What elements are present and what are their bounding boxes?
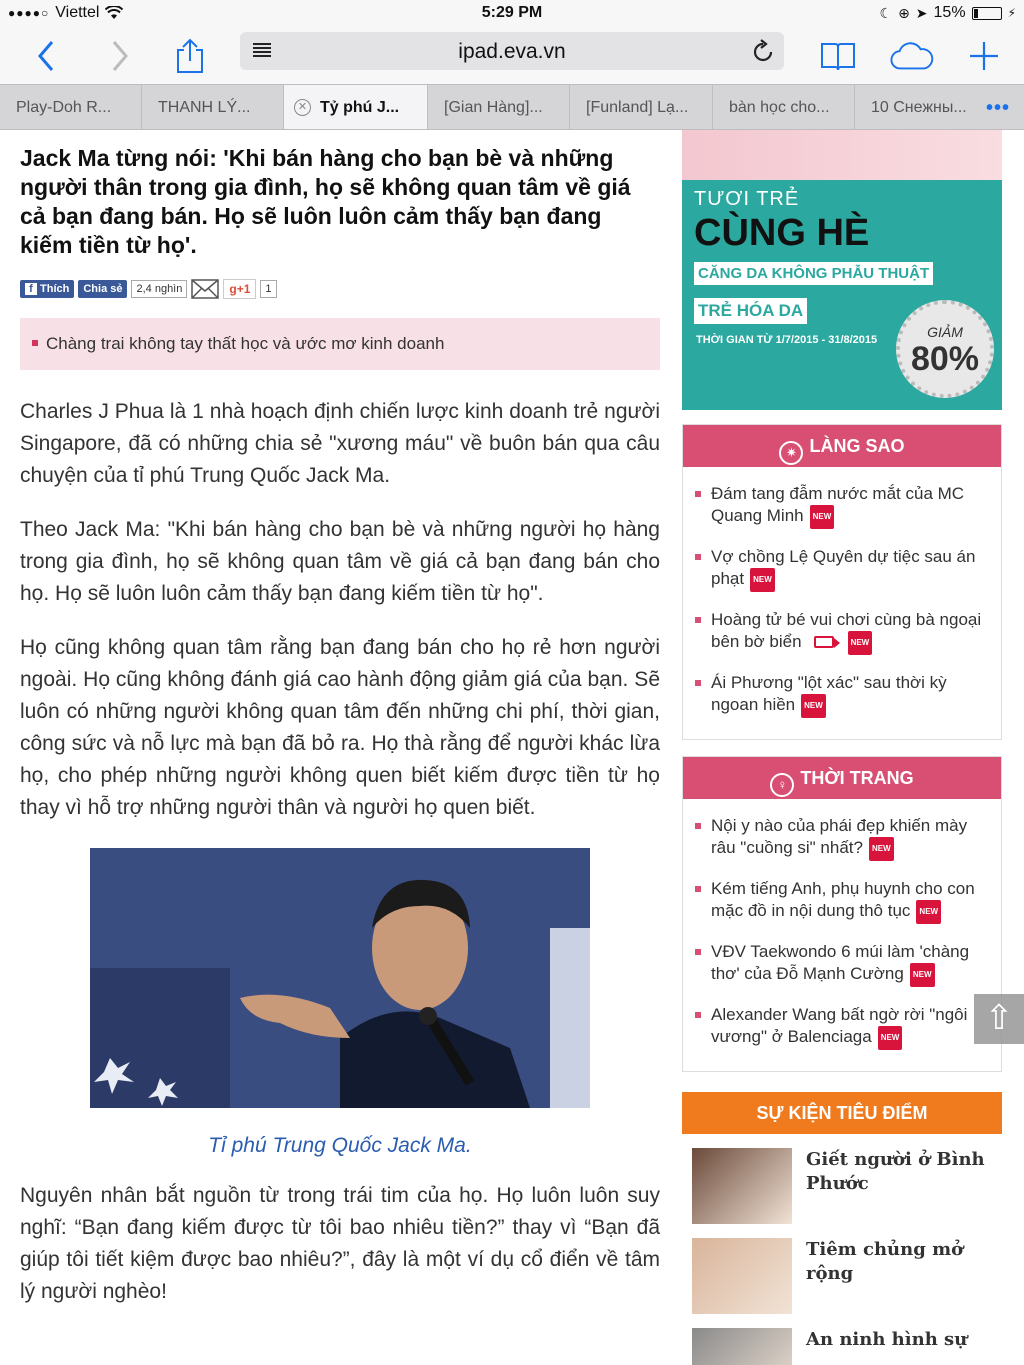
tab-bar bbox=[0, 84, 1024, 130]
email-icon[interactable] bbox=[191, 279, 219, 299]
banner-line4: TRẺ HÓA DA bbox=[694, 298, 807, 324]
tab-6[interactable] bbox=[713, 85, 855, 129]
signal-icon: ●●●●○ bbox=[8, 6, 50, 20]
news-link[interactable]: Vợ chồng Lệ Quyên dự tiệc sau án phạt bbox=[711, 547, 976, 588]
event-link[interactable]: Giết người ở Bình Phước bbox=[806, 1149, 985, 1194]
battery-percent: 15% bbox=[933, 4, 966, 21]
new-badge: NEW bbox=[916, 900, 941, 924]
article-paragraph: Nguyên nhân bắt nguồn từ trong trái tim của họ. Họ luôn luôn suy nghĩ: “Bạn đang kiếm được từ tôi bao nhiêu tiền?” thay vì “Bạn đã giúp tôi tiết kiệm được bao nhiêu?”, đây là một ví dụ cổ điển về tâm lý người nghèo! bbox=[20, 1184, 660, 1303]
rotation-lock-icon: ⊕ bbox=[898, 4, 910, 21]
back-button[interactable] bbox=[24, 34, 68, 78]
jack-ma-photo bbox=[90, 848, 590, 1108]
new-badge: NEW bbox=[810, 505, 835, 529]
cloud-tabs-button[interactable] bbox=[890, 34, 934, 78]
article-paragraph: Họ cũng không quan tâm rằng bạn đang bán cho họ rẻ hơn người ngoài. Họ cũng không đánh giá cao hành động giảm giá của bạn. Sẽ luôn có những người không quan tâm đến những chi phí, thời gian, công sức và nỗ lực mà bạn đã bỏ ra. Họ thà rằng để người khác lừa họ, cho phép những người không quen biết kiếm được tiền từ họ thay vì hỗ trợ những người thân và người họ quen biết. bbox=[20, 636, 660, 819]
event-item[interactable] bbox=[682, 1134, 1002, 1224]
related-link[interactable] bbox=[20, 318, 660, 370]
tab-label: bàn học cho... bbox=[729, 99, 830, 116]
article-headline: Jack Ma từng nói: 'Khi bán hàng cho bạn bè và những người thân trong gia đình, họ sẽ không quan tâm về giá cả bạn đang bán. Họ sẽ luôn luôn cảm thấy bạn đang kiếm tiền từ họ'. bbox=[20, 145, 631, 258]
forward-button[interactable] bbox=[98, 34, 142, 78]
article bbox=[20, 144, 660, 1308]
banner-line3: CĂNG DA KHÔNG PHẪU THUẬT bbox=[694, 262, 933, 285]
news-link[interactable]: Ái Phương "lột xác" sau thời kỳ ngoan hiền bbox=[711, 673, 947, 714]
plus-icon bbox=[969, 41, 999, 71]
facebook-share-button[interactable] bbox=[78, 280, 127, 298]
charging-icon: ⚡ bbox=[1007, 6, 1016, 20]
share-label: Chia sẻ bbox=[83, 283, 123, 295]
cloud-icon bbox=[890, 41, 934, 71]
address-bar[interactable] bbox=[240, 32, 784, 70]
carrier: Viettel bbox=[55, 4, 100, 21]
reload-icon[interactable] bbox=[752, 39, 774, 63]
tab-label: [Funland] Lạ... bbox=[586, 99, 689, 116]
bookmarks-button[interactable] bbox=[816, 34, 860, 78]
moon-icon: ☾ bbox=[879, 4, 893, 21]
video-icon bbox=[814, 636, 834, 648]
share-icon bbox=[175, 38, 205, 74]
status-bar bbox=[0, 0, 1024, 28]
thoi-trang-box bbox=[682, 756, 1002, 1072]
share-count: 2,4 nghìn bbox=[131, 280, 187, 298]
chevron-left-icon bbox=[36, 40, 56, 72]
tab-1[interactable] bbox=[0, 85, 142, 129]
star-icon: ✷ bbox=[779, 441, 803, 465]
event-thumbnail[interactable] bbox=[692, 1328, 792, 1365]
ad-banner[interactable] bbox=[682, 130, 1002, 410]
list-item[interactable] bbox=[695, 941, 991, 987]
article-paragraph: Theo Jack Ma: "Khi bán hàng cho bạn bè và những người họ hàng trong gia đình, họ sẽ không quan tâm về giá cả bạn đang bán cho họ. Họ sẽ luôn luôn cảm thấy bạn đang kiếm tiền từ họ". bbox=[20, 518, 660, 605]
related-link-text[interactable]: Chàng trai không tay thất học và ước mơ kinh doanh bbox=[46, 334, 445, 353]
new-badge: NEW bbox=[869, 837, 894, 861]
event-item[interactable] bbox=[682, 1224, 1002, 1314]
browser-toolbar bbox=[0, 28, 1024, 84]
news-link[interactable]: Kém tiếng Anh, phụ huynh cho con mặc đồ in nội dung thô tục bbox=[711, 879, 975, 920]
thoi-trang-title: THỜI TRANG bbox=[800, 768, 914, 788]
new-badge: NEW bbox=[878, 1026, 903, 1050]
list-item[interactable] bbox=[695, 878, 991, 924]
gplus-count: 1 bbox=[260, 280, 276, 298]
like-label: Thích bbox=[40, 283, 70, 295]
tab-label: [Gian Hàng]... bbox=[444, 99, 543, 116]
new-badge: NEW bbox=[750, 568, 775, 592]
news-link[interactable]: Alexander Wang bất ngờ rời "ngôi vương" ở Balenciaga bbox=[711, 1005, 968, 1046]
banner-dates: THỜI GIAN TỪ 1/7/2015 - 31/8/2015 bbox=[696, 334, 878, 346]
event-thumbnail[interactable] bbox=[692, 1148, 792, 1224]
event-link[interactable]: An ninh hình sự bbox=[806, 1329, 968, 1350]
share-button[interactable] bbox=[168, 34, 212, 78]
list-item[interactable] bbox=[695, 815, 991, 861]
share-bar bbox=[20, 278, 660, 300]
lang-sao-title: LÀNG SAO bbox=[809, 436, 905, 456]
arrow-up-icon[interactable]: ⇧ bbox=[974, 994, 1024, 1044]
new-badge: NEW bbox=[910, 963, 935, 987]
tab-3-active[interactable] bbox=[284, 85, 428, 129]
news-link[interactable]: Hoàng tử bé vui chơi cùng bà ngoại bên bờ biển bbox=[711, 610, 982, 651]
news-link[interactable]: Đám tang đẫm nước mắt của MC Quang Minh bbox=[711, 484, 965, 525]
book-icon bbox=[820, 41, 856, 71]
lang-sao-box bbox=[682, 424, 1002, 740]
wifi-icon bbox=[105, 6, 123, 20]
list-item[interactable] bbox=[695, 609, 991, 655]
discount-value: 80% bbox=[910, 340, 980, 378]
tab-2[interactable] bbox=[142, 85, 284, 129]
event-item[interactable] bbox=[682, 1314, 1002, 1365]
facebook-icon: f bbox=[25, 283, 37, 295]
new-badge: NEW bbox=[848, 631, 873, 655]
google-plus-button[interactable]: g+1 bbox=[223, 279, 256, 299]
tab-5[interactable] bbox=[570, 85, 713, 129]
discount-label: GIẢM bbox=[927, 324, 963, 340]
tab-label: 10 Снежны... bbox=[871, 99, 967, 116]
sidebar bbox=[682, 130, 1002, 1365]
news-link[interactable]: VĐV Taekwondo 6 múi làm 'chàng thơ' của Đỗ Mạnh Cường bbox=[711, 942, 970, 983]
banner-line2: CÙNG HÈ bbox=[694, 212, 870, 254]
tab-4[interactable] bbox=[428, 85, 570, 129]
chevron-right-icon bbox=[110, 40, 130, 72]
list-item[interactable] bbox=[695, 546, 991, 592]
lang-sao-header[interactable] bbox=[683, 425, 1001, 467]
article-photo bbox=[90, 848, 590, 1108]
list-item[interactable] bbox=[695, 672, 991, 718]
tab-label: THANH LÝ... bbox=[158, 99, 251, 116]
news-link[interactable]: Nội y nào của phái đẹp khiến mày râu "cuồng si" nhất? bbox=[711, 816, 968, 857]
new-tab-button[interactable] bbox=[962, 34, 1006, 78]
list-item[interactable] bbox=[695, 1004, 991, 1050]
tab-label: Tỷ phú J... bbox=[320, 99, 400, 116]
banner-line1: TƯƠI TRẺ bbox=[694, 188, 800, 210]
tab-label: Play-Doh R... bbox=[16, 99, 112, 116]
more-tabs-icon[interactable]: ••• bbox=[985, 97, 1010, 119]
dress-icon: ♀ bbox=[770, 773, 794, 797]
thoi-trang-header[interactable] bbox=[683, 757, 1001, 799]
close-tab-icon[interactable]: ✕ bbox=[294, 99, 311, 116]
facebook-like-button[interactable] bbox=[20, 280, 74, 298]
banner-model-photo bbox=[682, 130, 1002, 180]
discount-badge bbox=[896, 300, 994, 398]
battery-icon bbox=[972, 7, 1002, 20]
su-kien-header[interactable]: SỰ KIỆN TIÊU ĐIỂM bbox=[682, 1092, 1002, 1134]
new-badge: NEW bbox=[801, 694, 826, 718]
bullet-icon bbox=[32, 340, 38, 346]
article-paragraph: Charles J Phua là 1 nhà hoạch định chiến lược kinh doanh trẻ người Singapore, đã có những chia sẻ "xương máu" về buôn bán qua câu chuyện của tỉ phú Trung Quốc Jack Ma. bbox=[20, 400, 660, 487]
list-item[interactable] bbox=[695, 483, 991, 529]
clock: 5:29 PM bbox=[481, 4, 543, 21]
event-thumbnail[interactable] bbox=[692, 1238, 792, 1314]
event-link[interactable]: Tiêm chủng mở rộng bbox=[806, 1239, 964, 1284]
location-icon: ➤ bbox=[915, 4, 928, 21]
su-kien-box bbox=[682, 1092, 1002, 1365]
url-text[interactable]: ipad.eva.vn bbox=[458, 40, 566, 63]
photo-caption: Tỉ phú Trung Quốc Jack Ma. bbox=[208, 1134, 472, 1157]
